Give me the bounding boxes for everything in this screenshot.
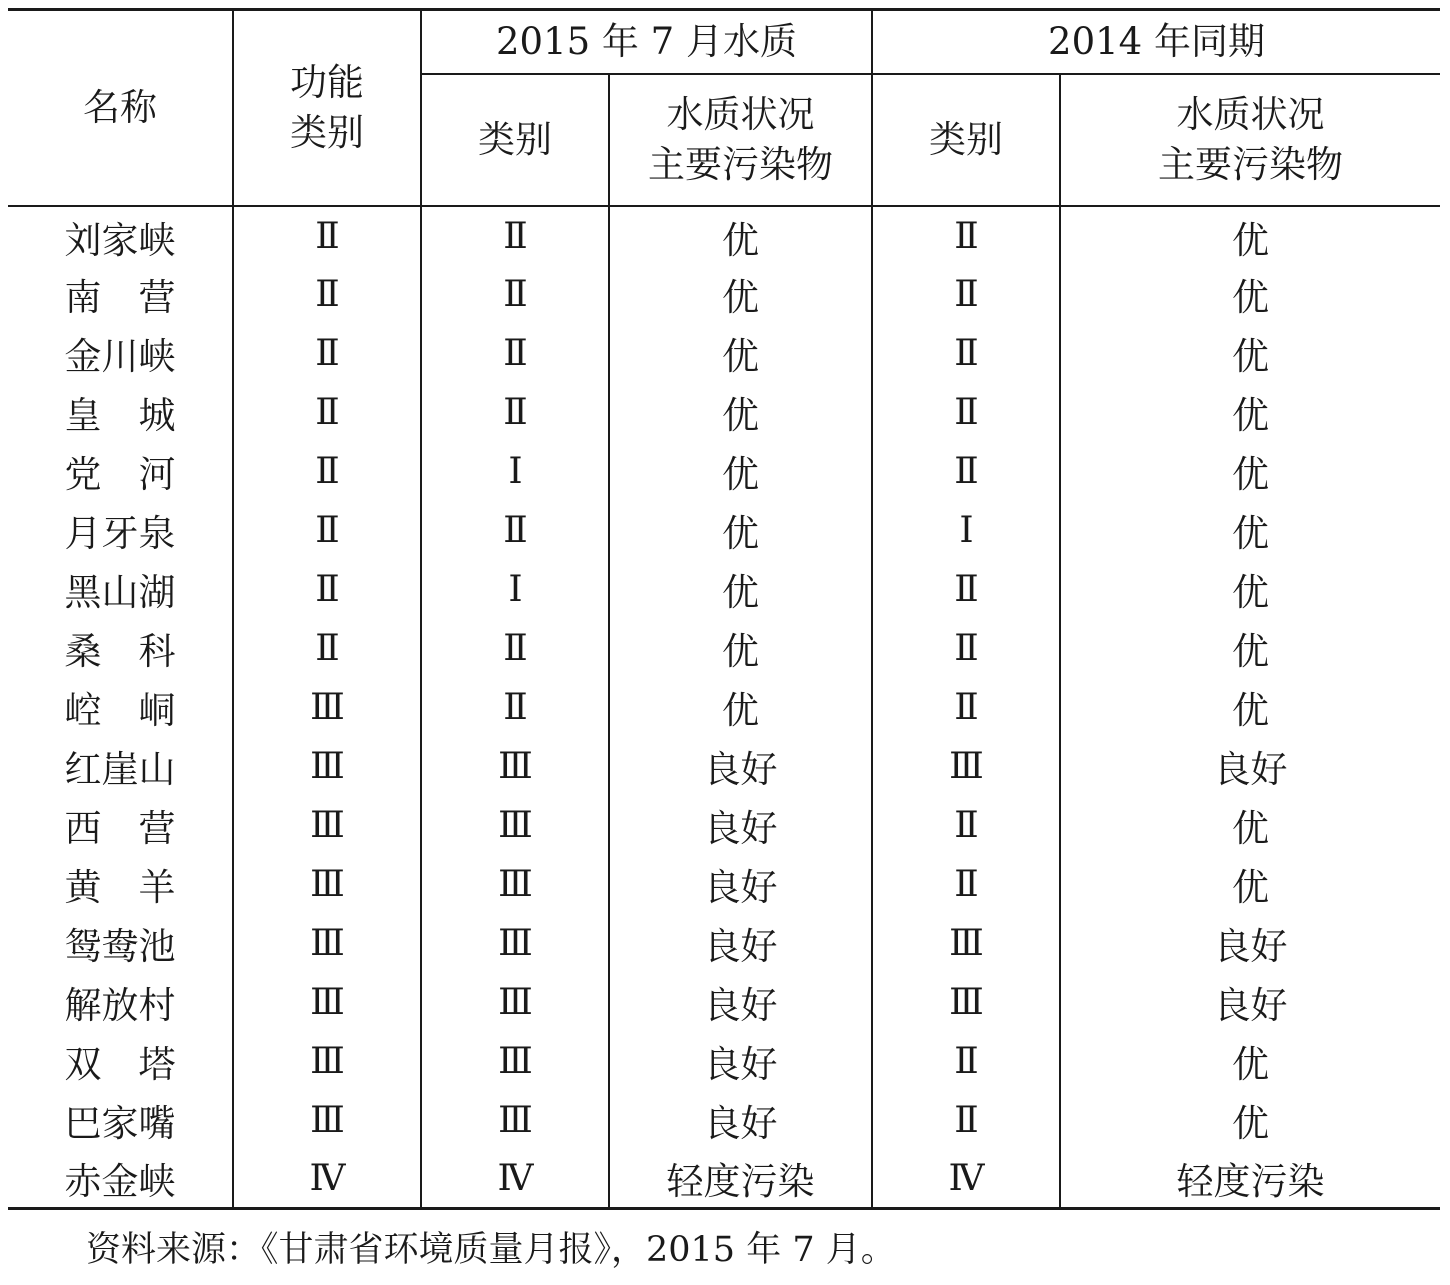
class-2015-cell bbox=[421, 560, 609, 619]
class-2014-cell-text: Ⅱ bbox=[954, 568, 978, 610]
function-class-cell bbox=[233, 678, 421, 737]
class-2015-cell bbox=[421, 383, 609, 442]
function-class-cell bbox=[233, 1091, 421, 1150]
class-2015-cell bbox=[421, 973, 609, 1032]
class-2014-cell bbox=[872, 442, 1060, 501]
status-2015-cell bbox=[609, 619, 872, 678]
status-2015-cell bbox=[609, 855, 872, 914]
class-2015-cell-text: Ⅱ bbox=[503, 627, 527, 669]
class-2015-cell-text: Ⅲ bbox=[498, 922, 532, 964]
class-2014-cell bbox=[872, 206, 1060, 265]
station-name-cell bbox=[8, 855, 233, 914]
function-class-cell bbox=[233, 206, 421, 265]
function-class-cell-text: Ⅲ bbox=[310, 1099, 344, 1141]
function-class-cell bbox=[233, 324, 421, 383]
station-name-cell bbox=[8, 560, 233, 619]
station-name-cell bbox=[8, 1091, 233, 1150]
class-2015-cell bbox=[421, 855, 609, 914]
table-body bbox=[8, 206, 1440, 1209]
class-2015-cell-text: Ⅰ bbox=[508, 450, 522, 492]
status-2015-cell-text: 良好 bbox=[703, 1102, 778, 1145]
status-2015-cell-text: 优 bbox=[722, 571, 759, 614]
function-class-cell-text: Ⅲ bbox=[310, 981, 344, 1023]
class-2014-cell-text: Ⅱ bbox=[954, 273, 978, 315]
function-class-cell-text: Ⅱ bbox=[315, 568, 339, 610]
header-function-class-line-2: 类别 bbox=[290, 110, 364, 154]
class-2015-cell bbox=[421, 206, 609, 265]
status-2015-cell bbox=[609, 1032, 872, 1091]
function-class-cell bbox=[233, 737, 421, 796]
class-2015-cell-text: Ⅲ bbox=[498, 804, 532, 846]
class-2014-cell bbox=[872, 560, 1060, 619]
header-group-2014-label: 2014 年同期 bbox=[1048, 19, 1265, 63]
function-class-cell-text: Ⅱ bbox=[315, 509, 339, 551]
header-2014-class-label: 类别 bbox=[929, 117, 1003, 161]
status-2014-cell bbox=[1060, 619, 1440, 678]
station-name-cell-text: 双 塔 bbox=[64, 1043, 176, 1086]
status-2014-cell-text: 优 bbox=[1232, 1043, 1269, 1086]
function-class-cell-text: Ⅲ bbox=[310, 1040, 344, 1082]
station-name-cell bbox=[8, 501, 233, 560]
function-class-cell bbox=[233, 501, 421, 560]
table-row bbox=[8, 1091, 1440, 1150]
table-row bbox=[8, 560, 1440, 619]
status-2014-cell-text: 优 bbox=[1232, 218, 1269, 262]
function-class-cell-text: Ⅱ bbox=[315, 216, 339, 257]
function-class-cell bbox=[233, 442, 421, 501]
station-name-cell bbox=[8, 619, 233, 678]
status-2015-cell bbox=[609, 383, 872, 442]
function-class-cell-text: Ⅲ bbox=[310, 804, 344, 846]
status-2015-cell bbox=[609, 442, 872, 501]
function-class-cell bbox=[233, 973, 421, 1032]
class-2014-cell-text: Ⅱ bbox=[954, 627, 978, 669]
table-row bbox=[8, 324, 1440, 383]
class-2014-cell-text: Ⅲ bbox=[949, 922, 983, 964]
status-2014-cell-text: 良好 bbox=[1213, 925, 1288, 968]
status-2014-cell bbox=[1060, 796, 1440, 855]
function-class-cell bbox=[233, 855, 421, 914]
status-2014-cell bbox=[1060, 678, 1440, 737]
status-2014-cell-text: 优 bbox=[1232, 335, 1269, 378]
station-name-cell bbox=[8, 796, 233, 855]
function-class-cell bbox=[233, 265, 421, 324]
function-class-cell-text: Ⅱ bbox=[315, 450, 339, 492]
class-2015-cell bbox=[421, 1091, 609, 1150]
station-name-cell-text: 巴家嘴 bbox=[64, 1102, 176, 1145]
status-2015-cell-text: 良好 bbox=[703, 866, 778, 909]
class-2014-cell bbox=[872, 265, 1060, 324]
status-2014-cell bbox=[1060, 442, 1440, 501]
table-row bbox=[8, 1150, 1440, 1209]
function-class-cell-text: Ⅱ bbox=[315, 332, 339, 374]
class-2014-cell bbox=[872, 501, 1060, 560]
station-name-cell bbox=[8, 383, 233, 442]
header-2015-class bbox=[421, 74, 609, 206]
header-2014-status-line-1: 水质状况 bbox=[1176, 92, 1325, 136]
function-class-cell-text: Ⅲ bbox=[310, 745, 344, 787]
status-2014-cell bbox=[1060, 1032, 1440, 1091]
station-name-cell bbox=[8, 442, 233, 501]
station-name-cell bbox=[8, 324, 233, 383]
status-2014-cell bbox=[1060, 501, 1440, 560]
function-class-cell-text: Ⅱ bbox=[315, 391, 339, 433]
function-class-cell bbox=[233, 383, 421, 442]
class-2014-cell-text: Ⅱ bbox=[954, 332, 978, 374]
status-2015-cell-text: 良好 bbox=[703, 748, 778, 791]
header-2015-status-line-1: 水质状况 bbox=[666, 92, 815, 136]
header-name-label: 名称 bbox=[83, 85, 157, 129]
header-2015-status bbox=[609, 74, 872, 206]
table-row bbox=[8, 383, 1440, 442]
function-class-cell-text: Ⅲ bbox=[310, 922, 344, 964]
source-note: 资料来源：《甘肃省环境质量月报》，2015 年 7 月。 bbox=[86, 1230, 896, 1270]
status-2014-cell-text: 优 bbox=[1232, 689, 1269, 732]
table-row bbox=[8, 265, 1440, 324]
class-2014-cell bbox=[872, 1091, 1060, 1150]
station-name-cell-text: 赤金峡 bbox=[64, 1160, 176, 1204]
status-2015-cell bbox=[609, 737, 872, 796]
class-2014-cell-text: Ⅱ bbox=[954, 391, 978, 433]
status-2014-cell bbox=[1060, 265, 1440, 324]
table-header bbox=[8, 10, 1440, 206]
class-2015-cell-text: Ⅳ bbox=[497, 1157, 533, 1199]
station-name-cell bbox=[8, 1150, 233, 1209]
class-2014-cell bbox=[872, 1032, 1060, 1091]
class-2015-cell-text: Ⅲ bbox=[498, 1040, 532, 1082]
header-2014-status bbox=[1060, 74, 1440, 206]
table-row bbox=[8, 973, 1440, 1032]
function-class-cell bbox=[233, 914, 421, 973]
status-2015-cell-text: 优 bbox=[722, 335, 759, 378]
table-row bbox=[8, 678, 1440, 737]
status-2014-cell-text: 优 bbox=[1232, 512, 1269, 555]
class-2014-cell bbox=[872, 855, 1060, 914]
class-2014-cell-text: Ⅱ bbox=[954, 686, 978, 728]
table-row bbox=[8, 855, 1440, 914]
class-2014-cell bbox=[872, 619, 1060, 678]
function-class-cell-text: Ⅳ bbox=[309, 1157, 345, 1199]
table-row bbox=[8, 442, 1440, 501]
class-2015-cell-text: Ⅰ bbox=[508, 568, 522, 610]
header-function-class bbox=[233, 10, 421, 206]
status-2015-cell-text: 良好 bbox=[703, 984, 778, 1027]
status-2015-cell-text: 良好 bbox=[703, 1043, 778, 1086]
function-class-cell bbox=[233, 796, 421, 855]
station-name-cell-text: 解放村 bbox=[64, 984, 176, 1027]
table-row bbox=[8, 206, 1440, 265]
table-row bbox=[8, 619, 1440, 678]
status-2015-cell bbox=[609, 206, 872, 265]
class-2015-cell-text: Ⅲ bbox=[498, 1099, 532, 1141]
class-2015-cell bbox=[421, 265, 609, 324]
class-2015-cell-text: Ⅱ bbox=[503, 273, 527, 315]
header-2014-class bbox=[872, 74, 1060, 206]
table-row bbox=[8, 737, 1440, 796]
class-2014-cell-text: Ⅰ bbox=[959, 509, 973, 551]
station-name-cell bbox=[8, 914, 233, 973]
status-2015-cell-text: 优 bbox=[722, 394, 759, 437]
status-2014-cell bbox=[1060, 560, 1440, 619]
status-2015-cell-text: 优 bbox=[722, 630, 759, 673]
class-2015-cell bbox=[421, 442, 609, 501]
function-class-cell-text: Ⅱ bbox=[315, 627, 339, 669]
class-2015-cell-text: Ⅱ bbox=[503, 216, 527, 257]
table-row bbox=[8, 914, 1440, 973]
class-2015-cell-text: Ⅲ bbox=[498, 745, 532, 787]
class-2014-cell-text: Ⅱ bbox=[954, 450, 978, 492]
status-2014-cell-text: 优 bbox=[1232, 1102, 1269, 1145]
status-2015-cell bbox=[609, 1150, 872, 1209]
status-2014-cell bbox=[1060, 383, 1440, 442]
status-2014-cell-text: 良好 bbox=[1213, 748, 1288, 791]
status-2015-cell bbox=[609, 1091, 872, 1150]
status-2014-cell-text: 优 bbox=[1232, 276, 1269, 319]
status-2015-cell-text: 优 bbox=[722, 453, 759, 496]
header-group-2015 bbox=[421, 10, 872, 74]
status-2014-cell bbox=[1060, 737, 1440, 796]
status-2015-cell-text: 优 bbox=[722, 689, 759, 732]
station-name-cell-text: 红崖山 bbox=[64, 748, 176, 791]
station-name-cell bbox=[8, 206, 233, 265]
station-name-cell-text: 皇 城 bbox=[64, 394, 176, 437]
status-2014-cell bbox=[1060, 206, 1440, 265]
class-2014-cell-text: Ⅱ bbox=[954, 216, 978, 257]
station-name-cell-text: 黑山湖 bbox=[64, 571, 176, 614]
station-name-cell bbox=[8, 678, 233, 737]
table-row bbox=[8, 796, 1440, 855]
water-quality-table bbox=[8, 8, 1440, 1210]
status-2014-cell-text: 优 bbox=[1232, 394, 1269, 437]
station-name-cell-text: 西 营 bbox=[64, 807, 176, 850]
header-group-2015-label: 2015 年 7 月水质 bbox=[496, 19, 797, 63]
status-2014-cell bbox=[1060, 914, 1440, 973]
function-class-cell bbox=[233, 560, 421, 619]
class-2014-cell bbox=[872, 383, 1060, 442]
class-2014-cell-text: Ⅱ bbox=[954, 863, 978, 905]
class-2015-cell bbox=[421, 737, 609, 796]
station-name-cell bbox=[8, 265, 233, 324]
header-2014-status-line-2: 主要污染物 bbox=[1158, 142, 1343, 186]
class-2014-cell bbox=[872, 973, 1060, 1032]
status-2015-cell bbox=[609, 324, 872, 383]
table-row bbox=[8, 1032, 1440, 1091]
class-2014-cell-text: Ⅳ bbox=[948, 1157, 984, 1199]
status-2015-cell bbox=[609, 796, 872, 855]
class-2015-cell bbox=[421, 678, 609, 737]
status-2015-cell bbox=[609, 501, 872, 560]
class-2014-cell bbox=[872, 678, 1060, 737]
class-2015-cell bbox=[421, 501, 609, 560]
status-2014-cell-text: 优 bbox=[1232, 571, 1269, 614]
function-class-cell bbox=[233, 1150, 421, 1209]
status-2014-cell-text: 良好 bbox=[1213, 984, 1288, 1027]
status-2015-cell-text: 优 bbox=[722, 276, 759, 319]
station-name-cell-text: 月牙泉 bbox=[64, 512, 176, 555]
class-2015-cell-text: Ⅲ bbox=[498, 981, 532, 1023]
station-name-cell-text: 金川峡 bbox=[64, 335, 176, 378]
status-2014-cell bbox=[1060, 855, 1440, 914]
class-2014-cell-text: Ⅲ bbox=[949, 981, 983, 1023]
status-2015-cell-text: 良好 bbox=[703, 925, 778, 968]
function-class-cell-text: Ⅱ bbox=[315, 273, 339, 315]
function-class-cell-text: Ⅲ bbox=[310, 863, 344, 905]
station-name-cell-text: 党 河 bbox=[64, 453, 176, 496]
class-2015-cell-text: Ⅲ bbox=[498, 863, 532, 905]
station-name-cell-text: 崆 峒 bbox=[64, 689, 176, 732]
status-2014-cell bbox=[1060, 324, 1440, 383]
status-2014-cell bbox=[1060, 973, 1440, 1032]
class-2015-cell-text: Ⅱ bbox=[503, 509, 527, 551]
status-2014-cell bbox=[1060, 1150, 1440, 1209]
station-name-cell-text: 南 营 bbox=[64, 276, 176, 319]
class-2014-cell-text: Ⅲ bbox=[949, 745, 983, 787]
header-group-2014 bbox=[872, 10, 1440, 74]
header-name bbox=[8, 10, 233, 206]
station-name-cell bbox=[8, 737, 233, 796]
class-2015-cell bbox=[421, 1032, 609, 1091]
class-2014-cell-text: Ⅱ bbox=[954, 1040, 978, 1082]
class-2014-cell bbox=[872, 1150, 1060, 1209]
class-2015-cell bbox=[421, 1150, 609, 1209]
station-name-cell bbox=[8, 973, 233, 1032]
class-2014-cell bbox=[872, 914, 1060, 973]
class-2015-cell bbox=[421, 914, 609, 973]
status-2014-cell-text: 优 bbox=[1232, 630, 1269, 673]
station-name-cell-text: 刘家峡 bbox=[64, 218, 176, 262]
status-2014-cell-text: 优 bbox=[1232, 866, 1269, 909]
class-2014-cell bbox=[872, 796, 1060, 855]
status-2014-cell bbox=[1060, 1091, 1440, 1150]
table-row bbox=[8, 501, 1440, 560]
station-name-cell-text: 鸳鸯池 bbox=[64, 925, 176, 968]
class-2014-cell bbox=[872, 324, 1060, 383]
class-2015-cell-text: Ⅱ bbox=[503, 686, 527, 728]
status-2015-cell-text: 轻度污染 bbox=[666, 1160, 815, 1204]
status-2015-cell-text: 优 bbox=[722, 218, 759, 262]
station-name-cell-text: 桑 科 bbox=[64, 630, 176, 673]
status-2014-cell-text: 轻度污染 bbox=[1176, 1160, 1325, 1204]
header-2015-class-label: 类别 bbox=[478, 117, 552, 161]
station-name-cell-text: 黄 羊 bbox=[64, 866, 176, 909]
header-2015-status-line-2: 主要污染物 bbox=[648, 142, 833, 186]
status-2015-cell bbox=[609, 973, 872, 1032]
status-2014-cell-text: 优 bbox=[1232, 807, 1269, 850]
class-2015-cell bbox=[421, 619, 609, 678]
function-class-cell bbox=[233, 619, 421, 678]
class-2014-cell-text: Ⅱ bbox=[954, 804, 978, 846]
status-2014-cell-text: 优 bbox=[1232, 453, 1269, 496]
status-2015-cell-text: 优 bbox=[722, 512, 759, 555]
station-name-cell bbox=[8, 1032, 233, 1091]
status-2015-cell-text: 良好 bbox=[703, 807, 778, 850]
class-2014-cell bbox=[872, 737, 1060, 796]
header-function-class-line-1: 功能 bbox=[290, 60, 364, 104]
status-2015-cell bbox=[609, 560, 872, 619]
status-2015-cell bbox=[609, 265, 872, 324]
status-2015-cell bbox=[609, 914, 872, 973]
function-class-cell-text: Ⅲ bbox=[310, 686, 344, 728]
function-class-cell bbox=[233, 1032, 421, 1091]
class-2014-cell-text: Ⅱ bbox=[954, 1099, 978, 1141]
class-2015-cell bbox=[421, 324, 609, 383]
class-2015-cell-text: Ⅱ bbox=[503, 391, 527, 433]
class-2015-cell-text: Ⅱ bbox=[503, 332, 527, 374]
class-2015-cell bbox=[421, 796, 609, 855]
status-2015-cell bbox=[609, 678, 872, 737]
